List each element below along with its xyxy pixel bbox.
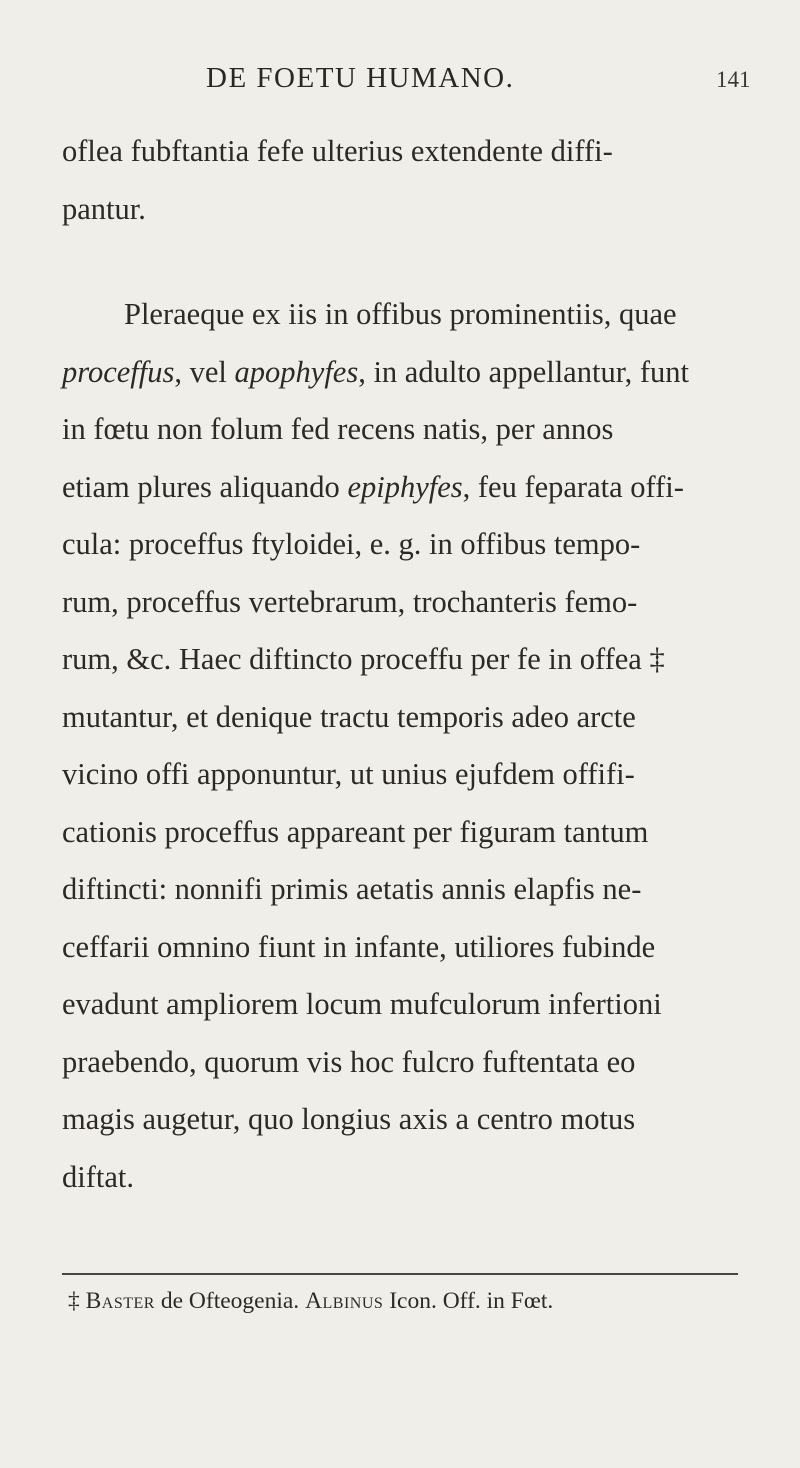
running-head <box>0 62 800 102</box>
text-line: Pleraeque ex iis in offibus prominentiis, quae <box>124 297 677 331</box>
footnote <box>68 1288 553 1315</box>
text-line: vicino offi apponuntur, ut unius ejufdem offifi- <box>62 757 635 791</box>
footnote-text: de Ofteogenia. <box>154 1288 306 1314</box>
page-number: 141 <box>716 67 751 92</box>
footnote-rule <box>62 1273 738 1275</box>
text-line: ceffarii omnino fiunt in infante, utiliores fubinde <box>62 929 656 964</box>
text-line: rum, proceffus vertebrarum, trochanteris femo- <box>62 584 638 619</box>
footnote-mark: ‡ <box>68 1288 80 1314</box>
text-line: proceffus, vel apophyfes, in adulto appellantur, funt <box>62 354 690 389</box>
running-title: DE FOETU HUMANO. <box>206 62 515 94</box>
text-line: evadunt ampliorem locum mufculorum infertioni <box>62 987 662 1021</box>
text-line: praebendo, quorum vis hoc fulcro fuftentata eo <box>62 1044 636 1079</box>
footnote-text: Icon. Off. in Fœt. <box>383 1288 554 1314</box>
text-line: cationis proceffus appareant per figuram tantum <box>62 814 649 849</box>
text-line: diftincti: nonnifi primis aetatis annis elapfis ne- <box>62 872 642 906</box>
text-line: rum, &c. Haec diftincto proceffu per fe in offea ‡ <box>62 642 665 676</box>
text-line: oflea fubftantia fefe ulterius extendente diffi- <box>62 134 613 168</box>
footnote-author: Albinus <box>305 1288 384 1314</box>
italic-term: proceffus <box>62 354 175 389</box>
text-line: mutantur, et denique tractu temporis adeo arcte <box>62 699 636 734</box>
italic-term: epiphyfes <box>347 469 463 504</box>
text-line: pantur. <box>62 191 146 226</box>
text-line: in fœtu non folum fed recens natis, per annos <box>62 412 614 446</box>
text-line: cula: proceffus ftyloidei, e. g. in offibus tempo- <box>62 527 641 561</box>
italic-term: apophyfes <box>234 354 359 389</box>
text-line: magis augetur, quo longius axis a centro motus <box>62 1102 636 1136</box>
text-line: etiam plures aliquando epiphyfes, feu feparata offi- <box>62 469 684 504</box>
footnote-author: Baster <box>85 1288 155 1314</box>
text-line: diftat. <box>62 1159 134 1194</box>
body-text <box>62 128 762 1211</box>
